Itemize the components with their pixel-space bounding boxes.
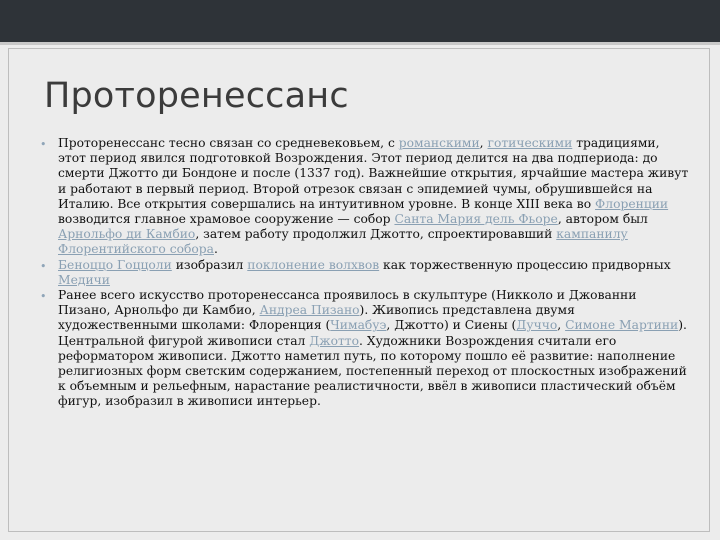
bullet-item bbox=[40, 258, 690, 288]
text-span: как торжественную процессию придворных bbox=[379, 257, 671, 272]
link-santa-maria[interactable]: Санта Мария дель Фьоре bbox=[394, 212, 558, 227]
link-giotto[interactable]: Джотто bbox=[309, 333, 359, 348]
link-campanile[interactable]: кампанилу Флорентийского собора bbox=[58, 227, 628, 257]
bullet-item bbox=[40, 288, 690, 410]
link-gozzoli[interactable]: Беноццо Гоццоли bbox=[58, 257, 172, 272]
text-span: Ранее всего искусство проторенессанса проявилось в скульптуре (Никколо и Джованни Пизано, Арнольфо ди Камбио, bbox=[58, 288, 637, 318]
link-andrea-pisano[interactable]: Андреа Пизано bbox=[259, 303, 360, 318]
bullet-icon: • bbox=[40, 259, 47, 273]
text-span: изобразил bbox=[171, 257, 248, 272]
text-span: традициями, этот период явился подготовкой Возрождения. Этот период делится на два подпериода: до смерти Джотто ди Бондоне и после (1337 год). Важнейшие открытия, ярчайшие мастера живут и работают в первый период. Второй отрезок связан с эпидемией чумы, обрушившейся на Италию. Все открытия совершались на интуитивном уровне. В конце XIII века во bbox=[58, 136, 689, 211]
item-text bbox=[58, 258, 671, 287]
slide-title: Проторенессанс bbox=[44, 76, 349, 116]
text-span: . Художники Возрождения считали его реформатором живописи. Джотто наметил путь, по которому пошло её развитие: наполнение религиозных форм светским содержанием, постепенный переход от плоскостных изображений к объемным и рельефным, нарастание реалистичности, ввёл в живописи пластический объём фигур, изобразил в живописи интерьер. bbox=[58, 333, 687, 409]
link-simone-martini[interactable]: Симоне Мартини bbox=[565, 318, 679, 333]
link-duccio[interactable]: Дуччо bbox=[516, 318, 558, 333]
link-romanesque[interactable]: романскими bbox=[398, 136, 480, 150]
text-span: , затем работу продолжил Джотто, спроектировавший bbox=[195, 227, 557, 242]
link-medici[interactable]: Медичи bbox=[58, 272, 110, 287]
link-arnolfo[interactable]: Арнольфо ди Камбио bbox=[58, 227, 196, 242]
bullet-icon: • bbox=[40, 138, 47, 151]
top-bar bbox=[0, 0, 720, 42]
item-text bbox=[58, 136, 688, 256]
text-span: возводится главное храмовое сооружение — собор bbox=[58, 212, 395, 227]
text-span: , bbox=[479, 136, 488, 150]
link-adoration[interactable]: поклонение волхвов bbox=[247, 257, 380, 272]
link-florence[interactable]: Флоренции bbox=[595, 196, 669, 211]
text-span: Проторенессанс тесно связан со средневековьем, с bbox=[58, 136, 399, 150]
text-span: ). Живопись представлена двумя художественными школами: Флоренция ( bbox=[58, 303, 575, 333]
bullet-list bbox=[40, 136, 690, 410]
text-span: ). Центральной фигурой живописи стал bbox=[58, 318, 687, 348]
text-span: . bbox=[214, 242, 218, 257]
text-span: , Джотто) и Сиены ( bbox=[386, 318, 517, 333]
item-text bbox=[58, 288, 687, 408]
link-cimabue[interactable]: Чимабуэ bbox=[330, 318, 387, 333]
text-span: , bbox=[557, 318, 566, 333]
link-gothic[interactable]: готическими bbox=[487, 136, 573, 150]
text-span: , автором был bbox=[557, 212, 648, 227]
bullet-icon: • bbox=[40, 290, 47, 304]
bullet-item bbox=[40, 136, 690, 258]
top-bar-accent bbox=[0, 42, 720, 45]
